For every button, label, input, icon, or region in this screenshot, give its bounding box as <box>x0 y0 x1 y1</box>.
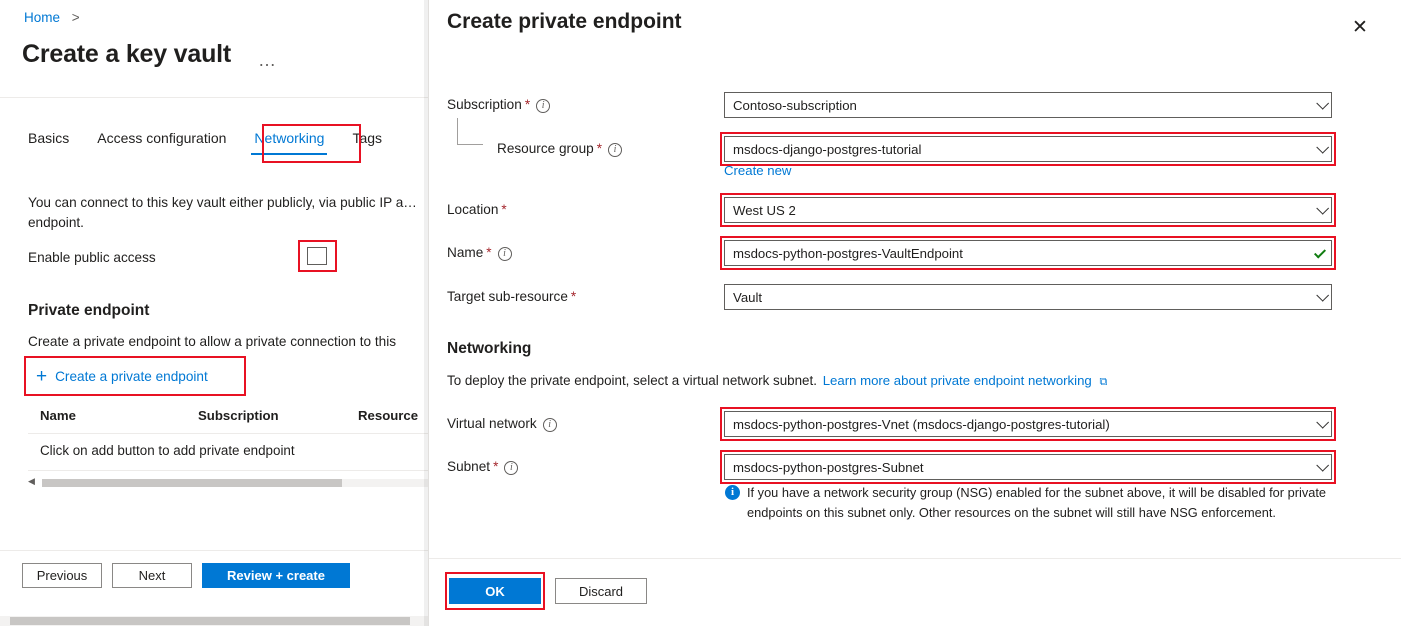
wizard-footer <box>22 563 350 588</box>
page-horizontal-scrollbar[interactable] <box>0 616 428 626</box>
private-endpoint-section-title: Private endpoint <box>28 302 150 319</box>
column-header-subscription: Subscription <box>198 408 279 423</box>
virtual-network-select[interactable] <box>724 411 1332 437</box>
scroll-left-arrow-icon[interactable]: ◀ <box>28 476 35 486</box>
tab-basics[interactable]: Basics <box>28 130 70 146</box>
location-value: West US 2 <box>733 202 796 218</box>
breadcrumb-home-link[interactable]: Home <box>24 10 61 25</box>
chevron-down-icon <box>1316 202 1329 215</box>
tab-access-configuration[interactable]: Access configuration <box>97 130 227 146</box>
virtual-network-label: Virtual network i <box>447 416 557 432</box>
location-label: Location * <box>447 202 507 217</box>
page-more-menu[interactable]: … <box>258 50 277 70</box>
scrollbar-thumb[interactable] <box>42 479 342 487</box>
target-sub-resource-select[interactable] <box>724 284 1332 310</box>
breadcrumb <box>24 10 80 25</box>
info-circle-icon: i <box>725 485 740 500</box>
location-select[interactable] <box>724 197 1332 223</box>
learn-more-link[interactable]: Learn more about private endpoint networking <box>822 373 1092 388</box>
info-icon[interactable]: i <box>504 461 518 475</box>
networking-description: You can connect to this key vault either publicly, via public IP a… endpoint. <box>28 195 417 230</box>
ok-button[interactable]: OK <box>449 578 541 604</box>
resource-group-tree-connector <box>457 118 483 145</box>
chevron-down-icon <box>1316 141 1329 154</box>
table-header-divider <box>28 433 428 434</box>
subnet-label: Subnet * i <box>447 459 518 475</box>
enable-public-access-label: Enable public access <box>28 250 156 265</box>
enable-public-access-highlight <box>298 240 337 272</box>
info-icon[interactable]: i <box>543 418 557 432</box>
footer-divider <box>0 550 428 551</box>
review-create-button[interactable]: Review + create <box>202 563 350 588</box>
chevron-down-icon <box>1316 416 1329 429</box>
private-endpoint-empty-message: Click on add button to add private endpoint <box>40 443 295 458</box>
table-row-divider <box>28 470 428 471</box>
info-icon[interactable]: i <box>498 247 512 261</box>
subnet-value: msdocs-python-postgres-Subnet <box>733 459 924 475</box>
page-scrollbar-thumb[interactable] <box>10 617 410 625</box>
column-header-name: Name <box>40 408 76 423</box>
chevron-down-icon <box>1316 289 1329 302</box>
header-divider <box>0 97 428 98</box>
subscription-select[interactable] <box>724 92 1332 118</box>
info-icon[interactable]: i <box>536 99 550 113</box>
page-title: Create a key vault <box>22 40 232 68</box>
column-header-resource: Resource <box>358 408 419 423</box>
target-sub-resource-value: Vault <box>733 289 763 305</box>
close-icon[interactable]: ✕ <box>1352 16 1368 38</box>
previous-button[interactable]: Previous <box>22 563 102 588</box>
subscription-value: Contoso-subscription <box>733 97 857 113</box>
virtual-network-value: msdocs-python-postgres-Vnet (msdocs-django-postgres-tutorial) <box>733 416 1110 432</box>
create-private-endpoint-label: Create a private endpoint <box>55 368 208 384</box>
resource-group-value: msdocs-django-postgres-tutorial <box>733 141 922 157</box>
subscription-label: Subscription * i <box>447 97 550 113</box>
create-private-endpoint-panel <box>428 0 1401 626</box>
plus-icon: + <box>36 365 48 387</box>
private-endpoint-section-description: Create a private endpoint to allow a private connection to this <box>28 334 397 349</box>
tab-networking[interactable]: Networking <box>240 130 338 155</box>
valid-check-icon <box>1314 246 1326 258</box>
name-value: msdocs-python-postgres-VaultEndpoint <box>733 245 963 261</box>
subnet-select[interactable] <box>724 454 1332 480</box>
chevron-down-icon <box>1316 97 1329 110</box>
target-sub-resource-label: Target sub-resource * <box>447 289 577 304</box>
networking-section-title: Networking <box>447 340 532 357</box>
chevron-down-icon <box>1316 459 1329 472</box>
create-private-endpoint-button[interactable] <box>24 356 246 396</box>
tab-tags[interactable]: Tags <box>352 130 383 146</box>
networking-section-description: To deploy the private endpoint, select a virtual network subnet. Learn more about private endpoint networking ⧉ <box>447 373 1108 388</box>
name-input[interactable] <box>724 240 1332 266</box>
next-button[interactable]: Next <box>112 563 192 588</box>
panel-title: Create private endpoint <box>447 10 682 33</box>
table-horizontal-scrollbar[interactable] <box>28 476 428 490</box>
external-link-icon: ⧉ <box>1099 376 1108 388</box>
name-label: Name * i <box>447 245 512 261</box>
panel-footer-divider <box>429 558 1401 559</box>
info-icon[interactable]: i <box>608 143 622 157</box>
ok-button-highlight <box>445 572 545 610</box>
tab-bar <box>24 130 396 155</box>
breadcrumb-separator: > <box>71 10 80 25</box>
discard-button[interactable]: Discard <box>555 578 647 604</box>
resource-group-select[interactable] <box>724 136 1332 162</box>
nsg-note-text: If you have a network security group (NSG) enabled for the subnet above, it will be disabled for private endpoints on this subnet only. Other resources on the subnet will still have NSG enforcement. <box>747 485 1327 520</box>
create-key-vault-page <box>0 0 428 626</box>
resource-group-label: Resource group * i <box>497 141 622 157</box>
create-new-resource-group-link[interactable]: Create new <box>724 163 792 178</box>
